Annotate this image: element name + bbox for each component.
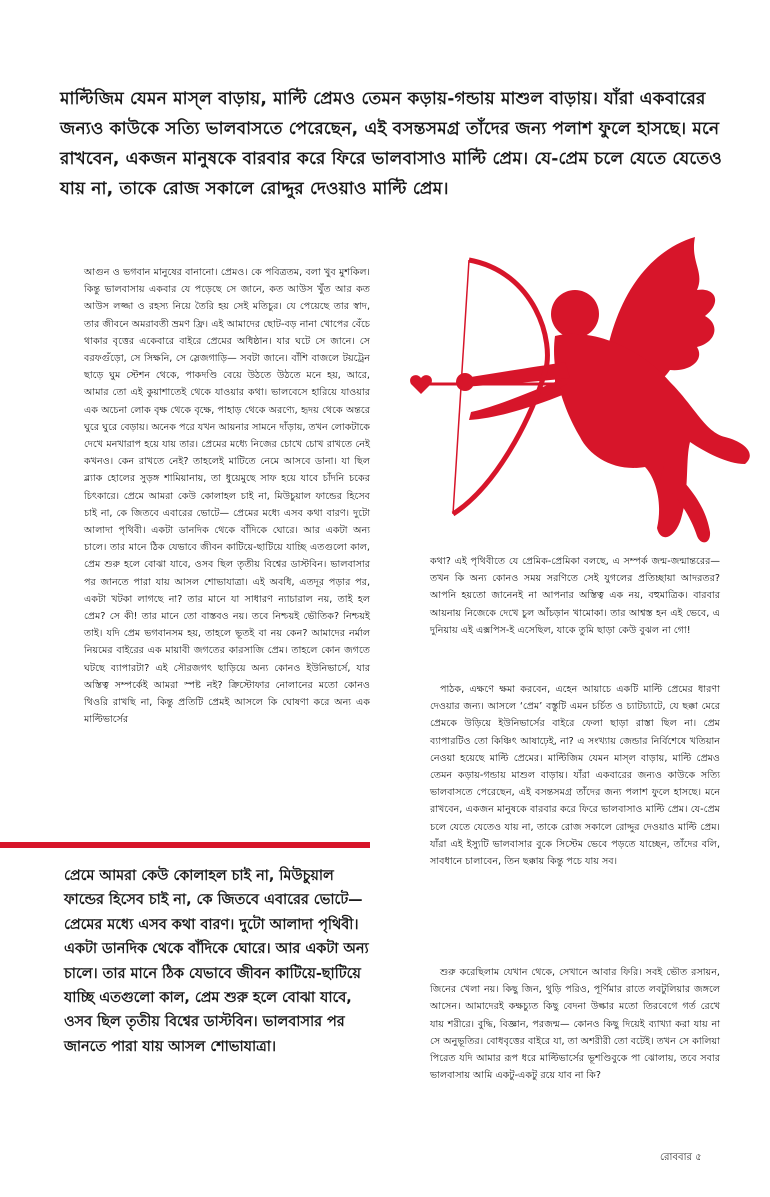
- cupid-illustration: [405, 232, 761, 550]
- article-column-right-paragraph-1: কথা? এই পৃথিবীতে যে প্রেমিক-প্রেমিকা বলছে, এ সম্পর্ক জন্ম-জন্মান্তরের— তখন কি অন্য কোনও সময় সরণিতে সেই যুগলের প্রতিচ্ছায়া আদরতর? আপনি হয়তো জানেনই না আপনার অস্তিত্ব এক নয়, বহুমাত্রিক। বারবার আয়নায় নিজেকে দেখে চুল আঁচড়ান খামোকা। তার আশ্বস্ত হন এই ভেবে, এ দুনিয়ায় এই এক্সপিস-ই এসেছিল, যাকে তুমি ছাড়া কেউ বুঝল না গো!: [430, 556, 720, 636]
- article-column-left: আগুন ও ভগবান মানুষের বানানো। প্রেমও। কে পবিত্রতম, বলা খুব মুশকিল। কিন্তু ভালবাসায় একবার যে পড়েছে সে জানে, কত আউস খুঁত আর কত আউস লজ্জা ও রহস্য নিয়ে তৈরি হয় সেই মতিচুর। যে পেয়েছে তার স্বাদ, তার জীবনে অমরাবতী ভ্রমণ ফ্রি। এই আমাদের ছোট-বড় নানা খোপের বেঁচে থাকার বৃত্তের একেবারে বাইরে প্রেমের অধিষ্ঠান। যার ঘটে সে জানে। সে বরফগুঁড়ো, সে সিক্ষনি, সে স্লেজগাড়ি— সবটা জানে। বাঁশি বাজলে টয়ট্রেন ছাড়ে ঘুম স্টেশন থেকে, পাকদণ্ডি বেয়ে উঠতে উঠতে মনে হয়, আরে, আমার তো এই কুয়াশাতেই থেকে যাওয়ার কথা। ভালবেসে হারিয়ে যাওয়ার এক অচেনা লোক বৃক্ষ থেকে বৃক্ষে, পাহাড় থেকে অরণ্যে, হৃদয় থেকে অন্তরে ঘুরে ঘুরে বেড়ায়। অনেক পরে যখন আয়নার সামনে দাঁড়ায়, তখন লোকটাকে দেখে মনখারাপ হয়ে যায় তার। প্রেমের মধ্যে নিজের চোখে চোখ রাখতে নেই কখনও। কেন রাখতে নেই? তাহলেই মাটিতে নেমে আসবে ডানা। যা ছিল ব্ল্যাক হোলের সুড়ঙ্গ শামিয়ানায়, তা ধুয়েমুছে সাফ হয়ে যাবে চাঁদনি চকের চিৎকারে। প্রেমে আমরা কেউ কোলাহল চাই না, মিউচুয়াল ফান্ডের হিসেব চাই না, কে জিতবে এবারের ভোটে— প্রেমের মধ্যে এসব কথা বারণ। দুটো আলাদা পৃথিবী। একটা ডানদিক থেকে বাঁদিকে ঘোরে। আর একটা অন্য চালে। তার মানে ঠিক যেভাবে জীবন কাটিয়ে-ছাটিয়ে যাচ্ছি এতগুলো কাল, প্রেম শুরু হলে বোঝা যাবে, ওসব ছিল তৃতীয় বিশ্বের ডাস্টবিন। ভালবাসার পর জানতে পারা যায় আসল শোভাযাত্রা। এই অবধি, এতদূর পড়ার পর, একটা খটকা লাগছে না? তার মানে যা সাধারণ ন্যাচারাল নয়, তাই হল প্রেম? সে কী! তার মানে তো বাস্তবও নয়। তবে নিশ্চয়ই ভৌতিক? নিশ্চয়ই তাই। যদি প্রেম ভগবানসম হয়, তাহলে ভূতই বা নয় কেন? আমাদের নর্মাল নিয়মের বাইরের এক মায়াবী জগতের কারসাজি প্রেম। তাহলে কোন জগতে ঘটছে ব্যাপারটা? এই সৌরজগৎ ছাড়িয়ে অন্য কোনও ইউনিভার্সে, যার অস্তিত্ব সম্পর্কেই আমরা স্পষ্ট নই? ক্রিস্টোফার নোলানের মতো কোনও থিওরি রাখছি না, কিন্তু প্রতিটি প্রেমই আসলে কি ঘোষণা করে অন্য এক মাল্টিভার্সের: [84, 267, 370, 726]
- pull-quote: প্রেমে আমরা কেউ কোলাহল চাই না, মিউচুয়াল ফান্ডের হিসেব চাই না, কে জিতবে এবারের ভোটে— প্রেমের মধ্যে এসব কথা বারণ। দুটো আলাদা পৃথিবী। একটা ডানদিক থেকে বাঁদিকে ঘোরে। আর একটা অন্য চালে। তার মানে ঠিক যেভাবে জীবন কাটিয়ে-ছাটিয়ে যাচ্ছি এতগুলো কাল, প্রেম শুরু হলে বোঝা যাবে, ওসব ছিল তৃতীয় বিশ্বের ডাস্টবিন। ভালবাসার পর জানতে পারা যায় আসল শোভাযাত্রা।: [64, 868, 369, 1055]
- intro-paragraph: মাল্টিজিম যেমন মাস্‌ল বাড়ায়, মাল্টি প্রেমও তেমন কড়ায়-গন্ডায় মাশুল বাড়ায়। যাঁরা একবারের জন্যও কাউকে সত্যি ভালবাসতে পেরেছেন, এই বসন্তসমগ্র তাঁদের জন্য পলাশ ফুলে হাসছে। মনে রাখবেন, একজন মানুষকে বারবার করে ফিরে ভালবাসাও মাল্টি প্রেম। যে-প্রেম চলে যেতে যেতেও যায় না, তাকে রোজ সকালে রোদ্দুর দেওয়াও মাল্টি প্রেম।: [60, 89, 723, 199]
- article-column-right-paragraph-2: পাঠক, এক্ষণে ক্ষমা করবেন, এহেন আয়াচে একটি মাল্টি প্রেমের ধারণা দেওয়ার জন্য। আসলে ‘প্রেম’ বস্তুটি এমন চর্চিত ও চ্যাটচ্যাটে, যে ছক্কা মেরে প্রেমকে উড়িয়ে ইউনিভার্সের বাইরে ফেলা ছাড়া রাস্তা ছিল না। প্রেম ব্যাপারটিও তো কিঞ্চিৎ আষাঢ়েই, না? এ সংখ্যায় জেন্ডার নির্বিশেষে খতিয়ান নেওয়া হয়েছে মাল্টি প্রেমের। মাল্টিজিম যেমন মাস্‌ল বাড়ায়, মাল্টি প্রেমও তেমন কড়ায়-গন্ডায় মাশুল বাড়ায়। যাঁরা একবারের জন্যও কাউকে সত্যি ভালবাসতে পেরেছেন, এই বসন্তসমগ্র তাঁদের জন্য পলাশ ফুলে হাসছে। মনে রাখবেন, একজন মানুষকে বারবার করে ফিরে ভালবাসাও মাল্টি প্রেম। যে-প্রেম চলে যেতে যেতেও যায় না, তাকে রোজ সকালে রোদ্দুর দেওয়াও মাল্টি প্রেম। যাঁরা এই ইস্যুটি ভালবাসার বুকে সিস্টেম ভেবে পড়তে যাচ্ছেন, তাঁদের বলি, সাবধানে চালাবেন, তিন ছক্কায় কিন্তু পচে যায় সব।: [430, 684, 720, 868]
- page-folio: রোববার ৫: [660, 1152, 702, 1163]
- red-divider-bar: [0, 842, 370, 848]
- article-column-right-paragraph-3: শুরু করেছিলাম যেখান থেকে, সেখানে আবার ফিরি। সবই ভৌত রসায়ন, জিনের খেলা নয়। কিছু জিন, থুড়ি পরিও, পূর্ণিমার রাতে লবটুলিয়ার জঙ্গলে আসেন। আমাদেরই কক্ষচ্যুত কিছু বেদনা উল্কার মতো তিরবেগে গর্ত রেখে যায় শরীরে। বুদ্ধি, বিজ্ঞান, পরজন্ম— কোনও কিছু দিয়েই ব্যাখ্যা করা যায় না সে অনুভূতির। বোধবৃত্তের বাইরে যা, তা অশরীরী তো বটেই। তখন সে কালিয়া পিরেত যদি আমার রূপ ধরে মাল্টিভার্সের ভূশণ্ডিবুকে পা ঝোলায়, তবে সবার ভালবাসায় আমি একটু-একটু রয়ে যাব না কি?: [430, 967, 720, 1082]
